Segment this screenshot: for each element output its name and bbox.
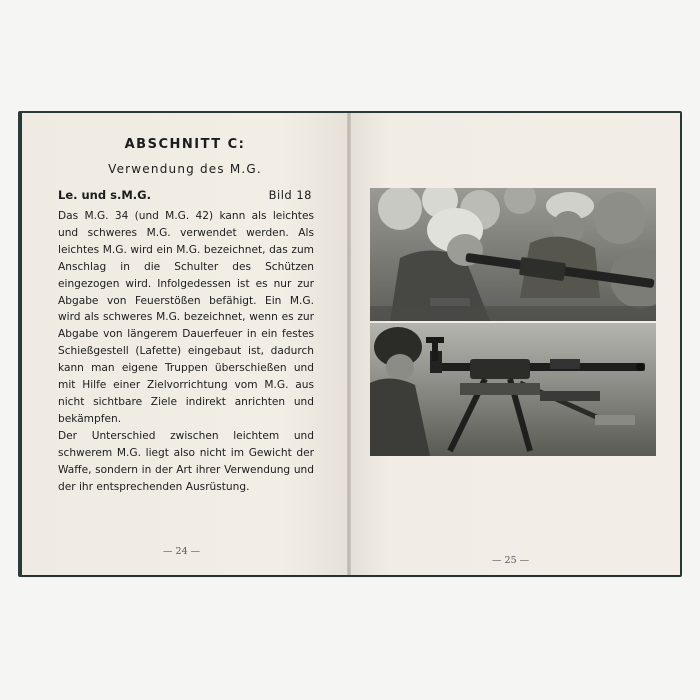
paragraph: Der Unterschied zwischen leichtem und schwerem M.G. liegt also nicht im Gewicht der Waffe, sondern in der Art ihrer Verwendung und der ihr entsprechenden Ausrüstung. (58, 429, 314, 493)
page-number-right: — 25 — (492, 555, 530, 566)
paragraph: Das M.G. 34 (und M.G. 42) kann als leichtes und schweres M.G. verwendet werden. Als leichtes M.G. wird ein M.G. bezeichnet, das zum Anschlag in die Schulter des Schützen eingezogen wird. Infolgedessen ist es nur zur Abgabe von Feuerstößen befähigt. Ein M.G. wird als schweres M.G. bezeichnet, wenn es zur Abgabe von längerem Dauerfeuer in ein festes Schießgestell (Lafette) eingebaut ist, dadurch kann man eigene Truppen überschießen und mit Hilfe einer Zielvorrichtung vom M.G. aus nicht sichtbare Ziele indirekt anrichten und bekämpfen. (58, 210, 314, 425)
photo-soldier-heavy-mg-icon (370, 323, 656, 456)
page-number-left: — 24 — (163, 546, 201, 557)
book-gutter (347, 113, 351, 575)
topic-row (58, 188, 312, 202)
section-heading: ABSCHNITT C: (124, 137, 246, 152)
figure-reference: Bild 18 (268, 188, 312, 202)
topic-title: Le. und s.M.G. (58, 188, 151, 202)
photo-soldiers-light-mg-icon (370, 188, 656, 321)
body-text (58, 208, 314, 495)
section-subheading: Verwendung des M.G. (108, 162, 262, 176)
